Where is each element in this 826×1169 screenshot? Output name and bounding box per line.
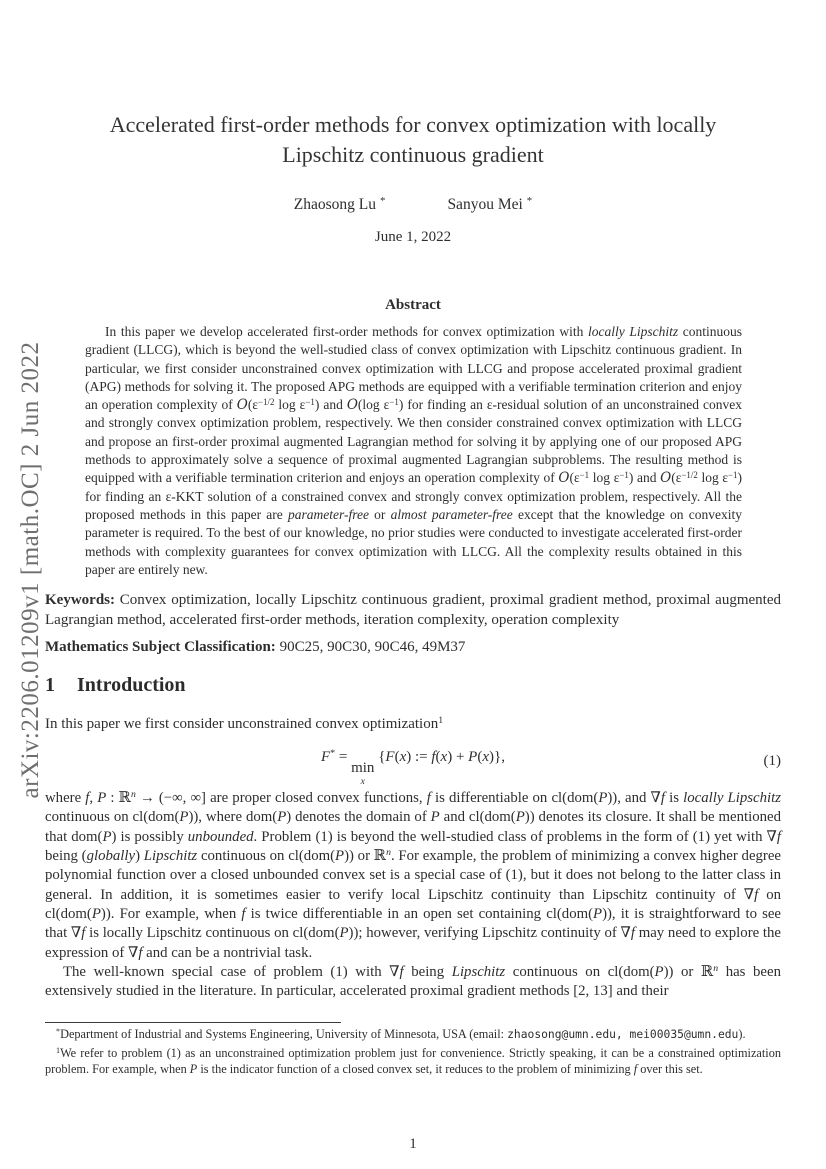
section-number: 1 [45, 674, 55, 696]
footnote-area [45, 1022, 781, 1077]
author-1-footnote-mark: * [380, 195, 386, 208]
author-1 [294, 196, 386, 214]
footnote-rule [45, 1022, 341, 1023]
section-heading-introduction [45, 674, 186, 697]
author-2 [447, 196, 532, 214]
paper-title-line-1: Accelerated first-order methods for convex optimization with locally [109, 112, 717, 137]
equation-1-number: (1) [763, 753, 781, 769]
footnote-star: *Department of Industrial and Systems Engineering, University of Minnesota, USA (email: zhaosong@umn.edu, mei00035@umn.edu). [56, 1026, 746, 1041]
abstract-text: In this paper we develop accelerated first-order methods for convex optimization with locally Lipschitz continuous gradient (LLCG), which is beyond the well-studied class of convex optimization with Lipschitz continuous gradient. In particular, we first consider unconstrained convex optimization with LLCG and propose accelerated proximal gradient (APG) methods for solving it. The proposed APG methods are equipped with a verifiable termination criterion and enjoy an operation complexity of $O(\varepsilon^{-1/2}$ $\log \varepsilon^{-1}$) and O(log $\varepsilon^{-1}$) for finding an ε-residual solution of an unconstrained convex and strongly convex optimization problem, respectively. We then consider constrained convex optimization with LLCG and propose an first-order proximal augmented Lagrangian method for solving it by applying one of our proposed APG methods to approximately solve a sequence of proximal augmented Lagrangian subproblems. The resulting method is equipped with a verifiable termination criterion and enjoys an operation complexity of $O(\varepsilon^{-1}$ $\log \varepsilon^{-1}$) and $O(\varepsilon^{-1/2}$ $\log \varepsilon^{-1}$) for finding an ε-KKT solution of a constrained convex and strongly convex optimization problem, respectively. All the proposed methods in this paper are parameter-free or almost parameter-free except that the knowledge on convexity parameter is required. To the best of our knowledge, no prior studies were conducted to investigate accelerated first-order methods with complexity guarantees for convex optimization with LLCG. All the complexity results obtained in this paper are entirely new. [85, 324, 742, 577]
author-2-name: Sanyou Mei [447, 196, 523, 213]
msc-paragraph: Mathematics Subject Classification: 90C25, 90C30, 90C46, 49M37 [45, 639, 466, 655]
footnote-1: $^1$We refer to problem (1) as an unconstrained optimization problem just for convenience. Strictly speaking, it can be a constrained optimization problem. For example, when P is the indicator function of a closed convex set, it reduces to the problem of minimizing f over this set. [45, 1046, 781, 1076]
equation-1 [45, 749, 781, 787]
arxiv-sidebar-stamp: arXiv:2206.01209v1 [math.OC] 2 Jun 2022 [17, 341, 44, 799]
intro-paragraph-1: In this paper we first consider unconstrained convex optimization$^1$ [45, 715, 444, 732]
author-1-name: Zhaosong Lu [293, 196, 377, 213]
paper-title [0, 110, 826, 170]
intro-paragraph-2: where f, P : ℝ$^n$ → (−∞, ∞] are proper closed convex functions, f is differentiable on cl(dom(P)), and ∇f is locally Lipschitz continuous on cl(dom(P)), where dom(P) denotes the domain of P and cl(dom(P)) denotes its closure. It shall be mentioned that dom(P) is possibly unbounded. Problem (1) is beyond the well-studied class of problems in the form of (1) yet with ∇f being (globally) Lipschitz continuous on cl(dom(P)) or ℝ$^n$. For example, the problem of minimizing a convex higher degree polynomial function over a closed unbounded convex set is a special case of (1), but it does not belong to the latter class in general. In addition, it is sometimes easier to verify local Lipschitz continuity than Lipschitz continuity of ∇f on cl(dom(P)). For example, when f is twice differentiable in an open set containing cl(dom(P)), it is straightforward to see that ∇f is locally Lipschitz continuous on cl(dom(P)); however, verifying Lipschitz continuity of ∇f may need to explore the expression of ∇f and can be a nontrivial task. [45, 789, 782, 961]
abstract-heading: Abstract [385, 297, 441, 313]
page-number: 1 [409, 1136, 417, 1152]
section-title: Introduction [77, 674, 186, 696]
equation-1-body: F* = min x {F(x) := f(x) + P(x)}, [321, 748, 505, 787]
keywords-paragraph: Keywords: Convex optimization, locally Lipschitz continuous gradient, proximal gradient method, proximal augmented Lagrangian method, accelerated first-order methods, iteration complexity, operation complexity [45, 592, 781, 628]
author-list [0, 196, 826, 214]
paper-date: June 1, 2022 [374, 229, 452, 245]
intro-paragraph-3: The well-known special case of problem (1) with ∇f being Lipschitz continuous on cl(dom(P)) or ℝ$^n$ has been extensively studied in the literature. In particular, accelerated proximal gradient methods [2, 13] and their [45, 963, 781, 1000]
author-2-footnote-mark: * [526, 195, 533, 208]
paper-title-line-2: Lipschitz continuous gradient [282, 142, 544, 167]
intro-body-text [45, 789, 781, 1002]
